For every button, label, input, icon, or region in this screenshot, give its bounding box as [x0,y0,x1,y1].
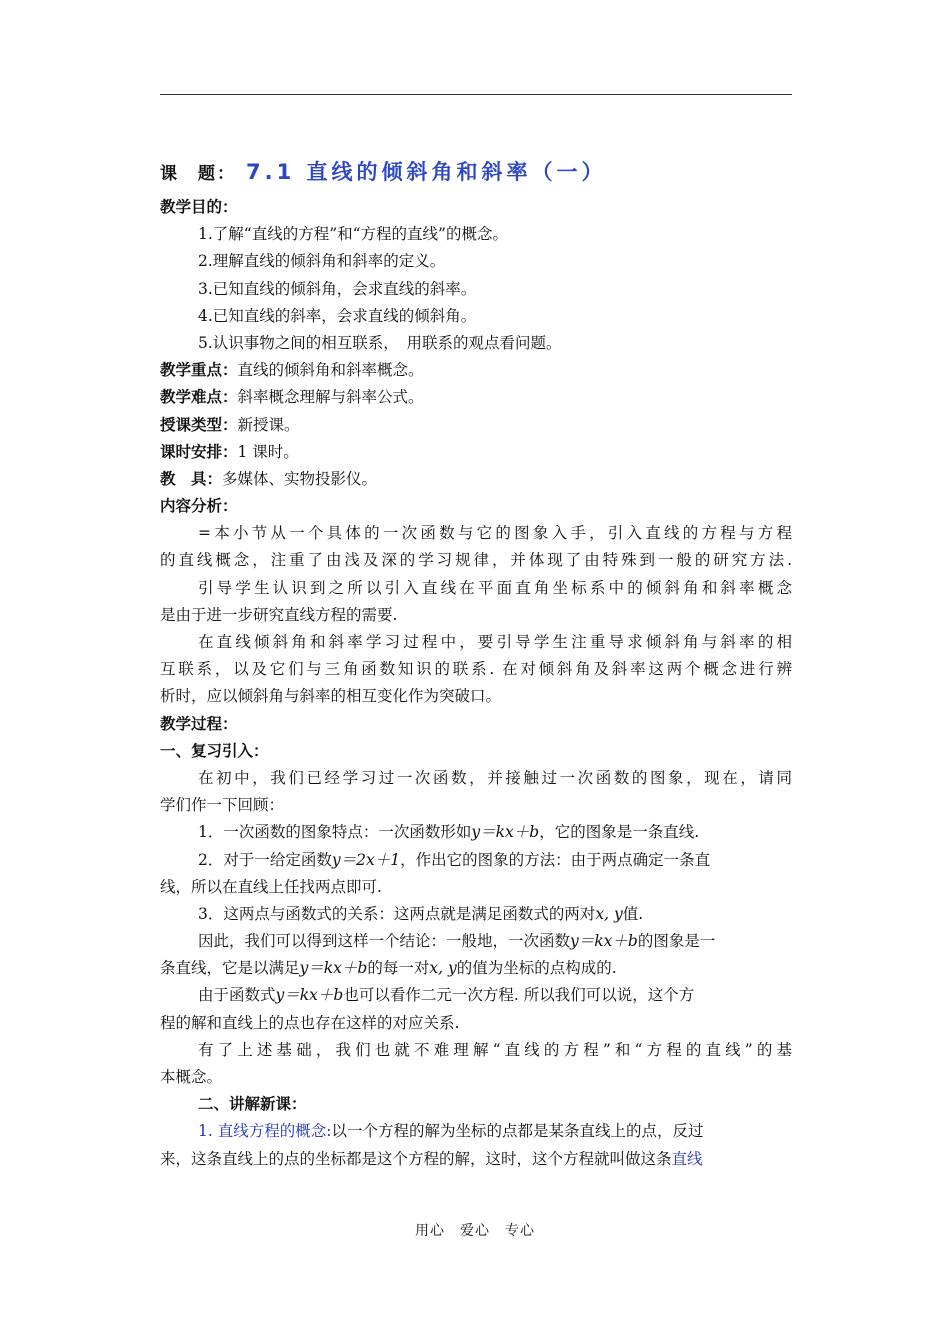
definition-line: 来，这条直线上的点的坐标都是这个方程的解，这时，这个方程就叫做这条直线 [160,1149,703,1168]
header-rule [160,94,792,95]
objective-item: 5.认识事物之间的相互联系， 用联系的观点看问题。 [198,333,562,352]
analysis-line: 析时，应以倾斜角与斜率的相互变化作为突破口。 [160,687,502,706]
meta-key-point: 教学重点：直线的倾斜角和斜率概念。 [160,361,424,380]
meta-schedule: 课时安排：1 课时。 [160,442,299,461]
title-label: 课 题： [160,163,236,184]
objective-item: 3.已知直线的倾斜角，会求直线的斜率。 [198,279,477,298]
conclusion-line: 程的解和直线上的点也存在这样的对应关系. [160,1013,460,1032]
analysis-heading: 内容分析： [160,497,238,516]
lesson-title [160,148,792,194]
review-heading: 一、复习引入： [160,741,269,760]
meta-tools: 教 具：多媒体、实物投影仪。 [160,469,378,488]
analysis-line: 的直线概念，注重了由浅及深的学习规律，并体现了由特殊到一般的研究方法. [160,551,792,570]
document-body [160,148,792,1173]
analysis-line: 在直线倾斜角和斜率学习过程中，要引导学生注重导求倾斜角与斜率的相 [198,633,792,651]
conclusion-line: 条直线，它是以满足y＝kx＋b的每一对x, y的值为坐标的点构成的. [160,959,617,978]
formula: y＝kx＋b [275,986,344,1005]
review-point-2: 2．对于一给定函数y＝2x＋1，作出它的图象的方法：由于两点确定一条直 [198,850,711,869]
analysis-line: 引导学生认识到之所以引入直线在平面直角坐标系中的倾斜角和斜率概念 [198,578,792,597]
conclusion-line: 本概念。 [160,1068,223,1086]
formula: y＝2x＋1 [331,850,401,869]
analysis-line: 是由于进一步研究直线方程的需要. [160,605,398,624]
conclusion-line: 有了上述基础，我们也就不难理解“直线的方程”和“方程的直线”的基 [198,1040,792,1059]
review-point-3: 3．这两点与函数式的关系：这两点就是满足函数式的两对x, y值. [198,904,644,923]
objective-item: 4.已知直线的斜率，会求直线的倾斜角。 [198,306,477,325]
review-line: 线，所以在直线上任找两点即可. [160,877,382,896]
definition-term-link: 直线 [671,1149,703,1168]
formula: x, y [429,959,457,978]
formula: y＝kx＋b [299,959,368,978]
meta-lesson-type: 授课类型：新授课。 [160,415,300,434]
new-lesson-heading: 二、讲解新课： [198,1095,307,1114]
review-line: 在初中，我们已经学习过一次函数，并接触过一次函数的图象，现在，请同 [198,768,792,787]
review-point-1: 1．一次函数的图象特点：一次函数形如y＝kx＋b，它的图象是一条直线. [198,823,700,842]
objectives-heading: 教学目的： [160,198,238,216]
conclusion-line: 由于函数式y＝kx＋b也可以看作二元一次方程. 所以我们可以说，这个方 [198,986,695,1005]
formula: y＝kx＋b [570,932,638,951]
review-line: 学们作一下回顾： [160,796,285,815]
page-footer: 用心 爱心 专心 [415,1223,535,1239]
objective-item: 2.理解直线的倾斜角和斜率的定义。 [198,252,446,271]
objective-item: 1.了解“直线的方程”和“方程的直线”的概念。 [198,225,508,244]
meta-difficulty: 教学难点：斜率概念理解与斜率公式。 [160,388,424,407]
process-heading: 教学过程： [160,714,238,733]
definition-line: 1. 直线方程的概念:以一个方程的解为坐标的点都是某条直线上的点，反过 [198,1122,704,1141]
analysis-line: =本小节从一个具体的一次函数与它的图象入手，引入直线的方程与方程 [198,524,792,543]
analysis-line: 互联系，以及它们与三角函数知识的联系. 在对倾斜角及斜率这两个概念进行辨 [160,660,792,679]
formula: x, y [595,904,623,923]
definition-term: 1. 直线方程的概念: [198,1122,332,1141]
formula: y＝kx＋b [471,823,540,842]
title-text: 7.1 直线的倾斜角和斜率（一） [246,160,607,184]
conclusion-line: 因此，我们可以得到这样一个结论：一般地，一次函数y＝kx＋b的图象是一 [198,932,716,951]
